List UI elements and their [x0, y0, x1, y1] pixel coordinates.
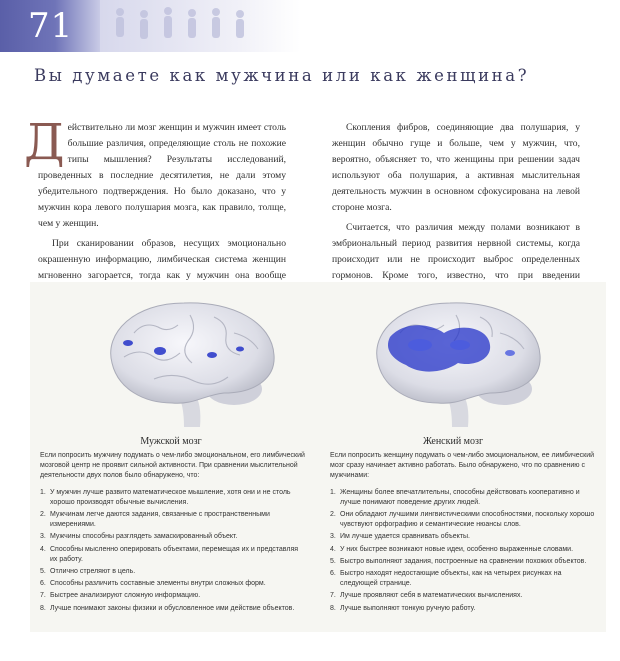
- paragraph: Скопления фибров, соединяющие два полушария, у женщин обычно гуще и больше, чем у мужчин, что, вероятно, объясняет то, что женщины при решении задач используют оба полушария, а активная мыслительная деятельность мужчин в основном сфокусирована на левой стороне мозга.: [332, 122, 580, 213]
- list-item: 7. Лучше проявляют себя в математических вычислениях.: [330, 592, 523, 600]
- list-item: 2. Они обладают лучшими лингвистическими способностями, поскольку хорошо чувствуют орфографию и семантические нюансы слов.: [330, 511, 595, 529]
- paragraph: При сканировании образов, несущих эмоционально окрашенную информацию, лимбическая система женщин мгновенно загорается, тогда как у мужчин она вообще: [38, 238, 286, 281]
- paragraph: Действительно ли мозг женщин и мужчин имеет столь большие различия, определяющие столь не похожие типы мышления? Результаты исследований, проведенных в последние десятилетия, не дали этому убедительного подтверждения. Но было доказано, что у мужчин кора левого полушария мозга, как правило, толще, чем у женщин.: [24, 113, 286, 229]
- female-findings-list: [330, 488, 596, 614]
- male-intro: Если попросить мужчину подумать о чем-либо эмоциональном, его лимбический мозговой центр не проявит сильной активности. При сравнении мыслительной деятельности двух полов было обнаружено, что:: [40, 452, 305, 480]
- page-number: 71: [28, 6, 74, 46]
- female-findings: [330, 451, 596, 616]
- paragraph: Считается, что различия между полами возникают в эмбриональный период развития нервной системы, когда происходит или не происходит выброс определенных гормонов. Кроме того, известно, что при введении: [332, 222, 580, 281]
- list-item: 8. Лучше понимают законы физики и обусловленное ими действие объектов.: [40, 604, 295, 612]
- page-title: Вы думаете как мужчина или как женщина?: [34, 66, 530, 85]
- page-number-box: [0, 0, 100, 52]
- header-silhouette-band: [100, 0, 300, 52]
- left-text-column: [24, 113, 286, 304]
- list-item: 5. Отлично стреляют в цель.: [40, 568, 136, 576]
- list-item: 1. У мужчин лучше развито математическое мышление, хотя они и не столь хорошо производят обычные вычисления.: [40, 488, 291, 506]
- female-brain-illustration: [360, 293, 550, 433]
- list-item: 2. Мужчинам легче даются задания, связанные с пространственными измерениями.: [40, 511, 270, 529]
- male-brain-caption: Мужской мозг: [140, 436, 202, 447]
- male-brain-illustration: [94, 293, 284, 433]
- male-findings-list: [40, 488, 306, 614]
- list-item: 8. Лучше выполняют тонкую ручную работу.: [330, 604, 476, 612]
- list-item: 6. Способны различить составные элементы внутри сложных форм.: [40, 580, 266, 588]
- drop-cap: Д: [24, 113, 65, 171]
- list-item: 3. Мужчины способны разглядеть замаскированный объект.: [40, 533, 238, 541]
- list-item: 4. У них быстрее возникают новые идеи, особенно выраженные словами.: [330, 545, 574, 553]
- male-findings: [40, 451, 306, 616]
- female-brain-caption: Женский мозг: [422, 436, 484, 447]
- people-silhouettes-icon: [100, 0, 300, 52]
- list-item: 5. Быстро выполняют задания, построенные на сравнении похожих объектов.: [330, 557, 587, 565]
- list-item: 6. Быстро находят недостающие объекты, как на четырех рисунках на следующей странице.: [330, 570, 562, 588]
- female-intro: Если попросить женщину подумать о чем-либо эмоциональном, ее лимбический мозг сразу начинает активно работать. Было обнаружено, что по сравнению с мужчинами:: [330, 452, 595, 480]
- list-item: 3. Им лучше удается сравнивать объекты.: [330, 533, 470, 541]
- list-item: 4. Способны мысленно оперировать объектами, перемещая их и представляя их работу.: [40, 545, 299, 563]
- list-item: 1. Женщины более впечатлительны, способны действовать кооперативно и лучше понимают поведение других людей.: [330, 488, 580, 506]
- list-item: 7. Быстрее анализируют сложную информацию.: [40, 592, 201, 600]
